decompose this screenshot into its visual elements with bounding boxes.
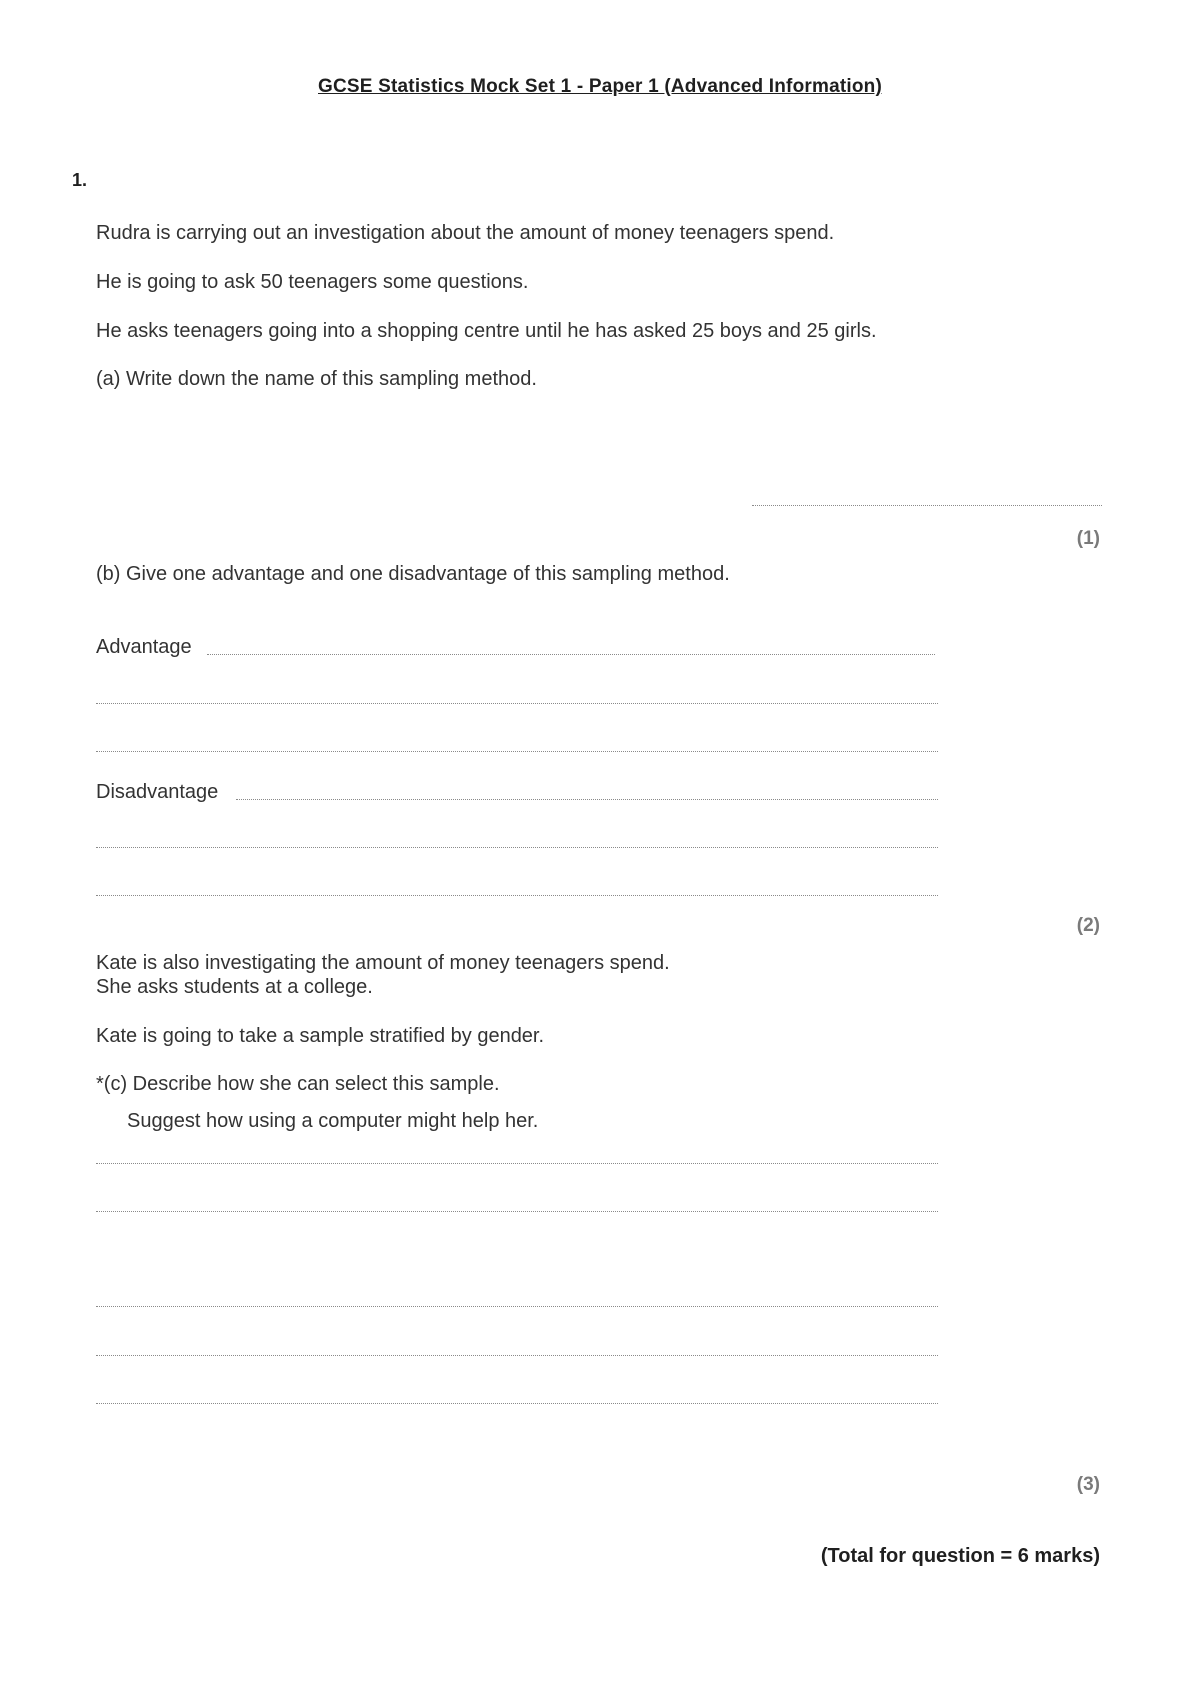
part-b-marks: (2) — [1076, 915, 1100, 936]
part-b-text: (b) Give one advantage and one disadvantage of this sampling method. — [96, 563, 730, 585]
part-c-answer-line-5[interactable] — [96, 1403, 938, 1404]
intro-line-3: He asks teenagers going into a shopping centre until he has asked 25 boys and 25 girls. — [96, 320, 877, 342]
part-c-answer-line-3[interactable] — [96, 1306, 938, 1307]
total-marks: (Total for question = 6 marks) — [820, 1545, 1100, 1567]
advantage-label: Advantage — [96, 636, 192, 658]
disadvantage-answer-line-3[interactable] — [96, 895, 938, 896]
part-c-answer-line-4[interactable] — [96, 1355, 938, 1356]
part-a-text: (a) Write down the name of this sampling method. — [96, 368, 537, 390]
part-c-answer-line-1[interactable] — [96, 1163, 938, 1164]
kate-line-1: Kate is also investigating the amount of money teenagers spend. — [96, 952, 670, 974]
part-c-answer-line-2[interactable] — [96, 1211, 938, 1212]
disadvantage-label: Disadvantage — [96, 781, 219, 803]
part-c-text: *(c) Describe how she can select this sample. — [96, 1073, 500, 1095]
part-c-subtext: Suggest how using a computer might help her. — [127, 1110, 539, 1132]
advantage-answer-line-1[interactable] — [207, 654, 935, 655]
advantage-answer-line-2[interactable] — [96, 703, 938, 704]
part-a-answer-line[interactable] — [752, 505, 1102, 506]
disadvantage-answer-line-2[interactable] — [96, 847, 938, 848]
disadvantage-answer-line-1[interactable] — [236, 799, 938, 800]
intro-line-2: He is going to ask 50 teenagers some questions. — [96, 271, 529, 293]
part-a-marks: (1) — [1076, 528, 1100, 549]
page-title: GCSE Statistics Mock Set 1 - Paper 1 (Advanced Information) — [318, 76, 882, 97]
intro-line-1: Rudra is carrying out an investigation about the amount of money teenagers spend. — [96, 222, 835, 244]
kate-line-2: She asks students at a college. — [96, 976, 373, 998]
kate-line-3: Kate is going to take a sample stratified by gender. — [96, 1025, 545, 1047]
part-c-marks: (3) — [1076, 1474, 1100, 1495]
advantage-answer-line-3[interactable] — [96, 751, 938, 752]
question-number: 1. — [72, 170, 88, 190]
